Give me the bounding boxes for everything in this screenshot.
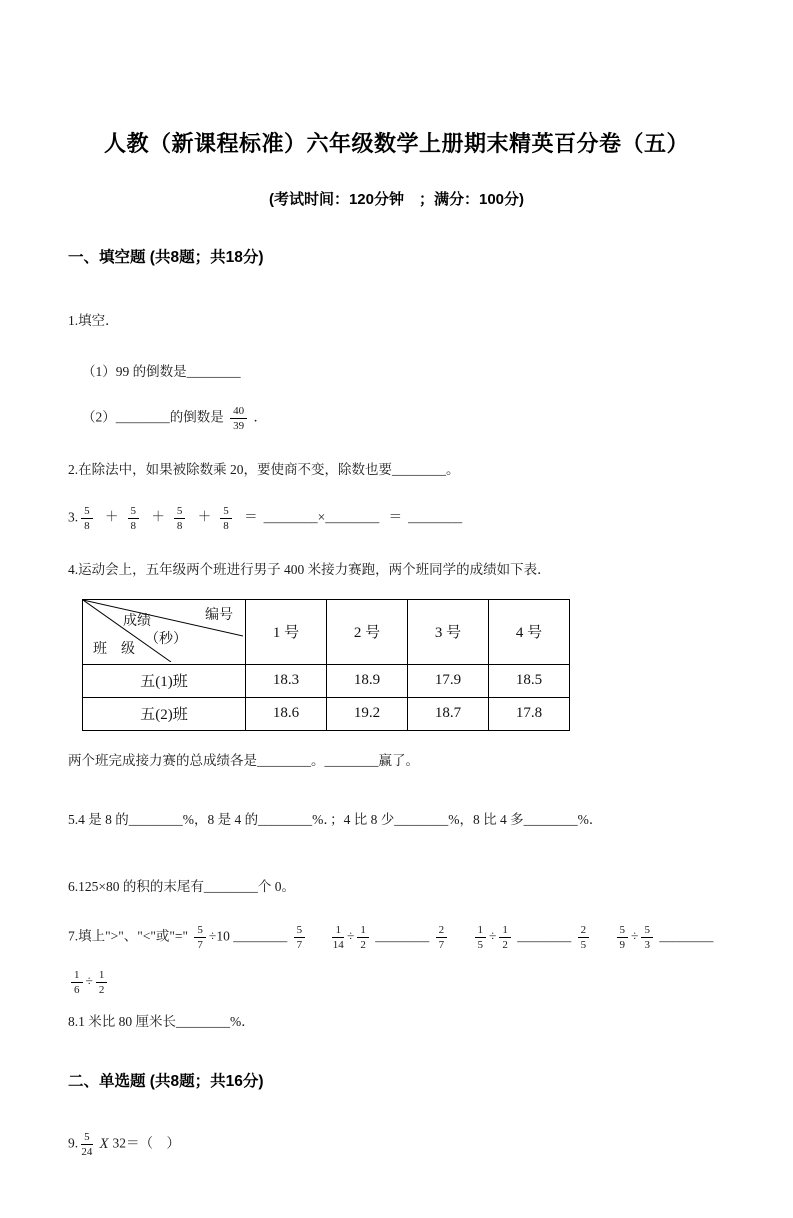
answer-blank: ________ [408,509,463,525]
corner-label-unit: （秒） [145,631,187,647]
fraction-1-6: $\frac{1}{6}$ [71,969,83,996]
q9-number: 9. [68,1135,79,1151]
relay-results-table [82,599,570,731]
fraction-5-8: $\frac{5}{8}$ [128,505,140,532]
fraction-1-2: $\frac{1}{2}$ [499,924,511,951]
question-4-intro: 4.运动会上，五年级两个班进行男子 400 米接力赛跑，两个班同学的成绩如下表． [68,561,551,577]
column-header: 4 号 [489,599,570,664]
table-cell: 18.7 [408,697,489,730]
section1-heading: 一、填空题 (共8题；共18分) [68,248,264,266]
fraction-1-2: $\frac{1}{2}$ [357,924,369,951]
times-op: × [317,509,326,525]
table-cell: 18.9 [327,664,408,697]
question-1-part1: （1）99 的倒数是________ [82,363,241,379]
table-row [83,697,570,730]
fraction-1-5: $\frac{1}{5}$ [475,924,487,951]
q9-rest: 32＝（ ） [112,1135,180,1151]
table-row [83,664,570,697]
fraction-1-2: $\frac{1}{2}$ [96,969,108,996]
q1-part2-period: ． [253,409,267,425]
answer-blank: ________ [517,928,572,944]
corner-label-score: 成绩 [123,613,151,629]
row-label: 五(1)班 [83,664,246,697]
corner-label-class: 班 级 [93,641,135,657]
divide-op: ÷10 [208,928,230,944]
question-2: 2.在除法中，如果被除数乘 20，要使商不变，除数也要________。 [68,461,460,477]
answer-blank: ________ [375,928,430,944]
exam-info: (考试时间：120分钟 ；满分：100分) [268,190,525,208]
fraction-2-7: $\frac{2}{7}$ [436,924,448,951]
fraction-5-8: $\frac{5}{8}$ [81,505,93,532]
divide-op: ÷ [489,928,497,944]
fraction-1-14: $\frac{1}{14}$ [332,923,344,951]
times-op: X [99,1135,109,1152]
fraction-5-24: $\frac{5}{24}$ [81,1130,93,1158]
column-header: 2 号 [327,599,408,664]
fraction-40-39: $\frac{40}{39}$ [230,405,247,432]
question-5: 5.4 是 8 的________%，8 是 4 的________%．；4 比 8 少________%，8 比 4 多________%． [68,811,603,827]
table-cell: 19.2 [327,697,408,730]
divide-op: ÷ [631,928,639,944]
divide-op: ÷ [85,973,93,989]
plus-op: ＋ [151,509,165,525]
question-9 [68,1131,725,1158]
question-1-part2 [68,405,725,432]
section2-heading: 二、单选题 (共8题；共16分) [68,1072,264,1090]
question-7-line2 [68,969,725,996]
column-header: 1 号 [246,599,327,664]
fraction-5-8: $\frac{5}{8}$ [174,505,186,532]
equals-op: ＝ [388,509,403,525]
table-cell: 17.8 [489,697,570,730]
plus-op: ＋ [105,509,119,525]
question-1-stem: 1.填空． [68,312,119,328]
fraction-2-5: $\frac{2}{5}$ [578,924,590,951]
plus-op: ＋ [197,509,212,525]
table-cell: 17.9 [408,664,489,697]
fraction-5-7: $\frac{5}{7}$ [294,924,306,951]
q3-number: 3. [68,509,79,525]
row-label: 五(2)班 [83,697,246,730]
table-corner-cell [83,599,246,664]
answer-blank: ________ [263,509,318,525]
table-cell: 18.6 [246,697,327,730]
column-header: 3 号 [408,599,489,664]
table-cell: 18.5 [489,664,570,697]
fraction-5-8: $\frac{5}{8}$ [220,505,232,532]
q7-lead: 7.填上">"、"<"或"=" [68,928,189,944]
answer-blank: ________ [325,509,380,525]
question-4-blanks: 两个班完成接力赛的总成绩各是________。________赢了。 [68,752,419,768]
table-header-row [83,599,570,664]
fraction-5-3: $\frac{5}{3}$ [641,924,653,951]
equals-op: ＝ [244,509,258,525]
answer-blank: ________ [659,928,714,944]
fraction-5-9: $\frac{5}{9}$ [617,924,629,951]
corner-label-number: 编号 [205,607,233,623]
table-cell: 18.3 [246,664,327,697]
question-3 [68,505,725,532]
question-6: 6.125×80 的积的末尾有________个 0。 [68,878,295,894]
q1-part2-text: （2）________的倒数是 [82,409,224,425]
question-8: 8.1 米比 80 厘米长________%． [68,1013,255,1029]
page-title: 人教（新课程标准）六年级数学上册期末精英百分卷（五） [103,130,689,156]
answer-blank: ________ [233,928,288,944]
fraction-5-7: $\frac{5}{7}$ [194,924,206,951]
question-7-line1 [68,924,725,951]
divide-op: ÷ [346,928,355,944]
